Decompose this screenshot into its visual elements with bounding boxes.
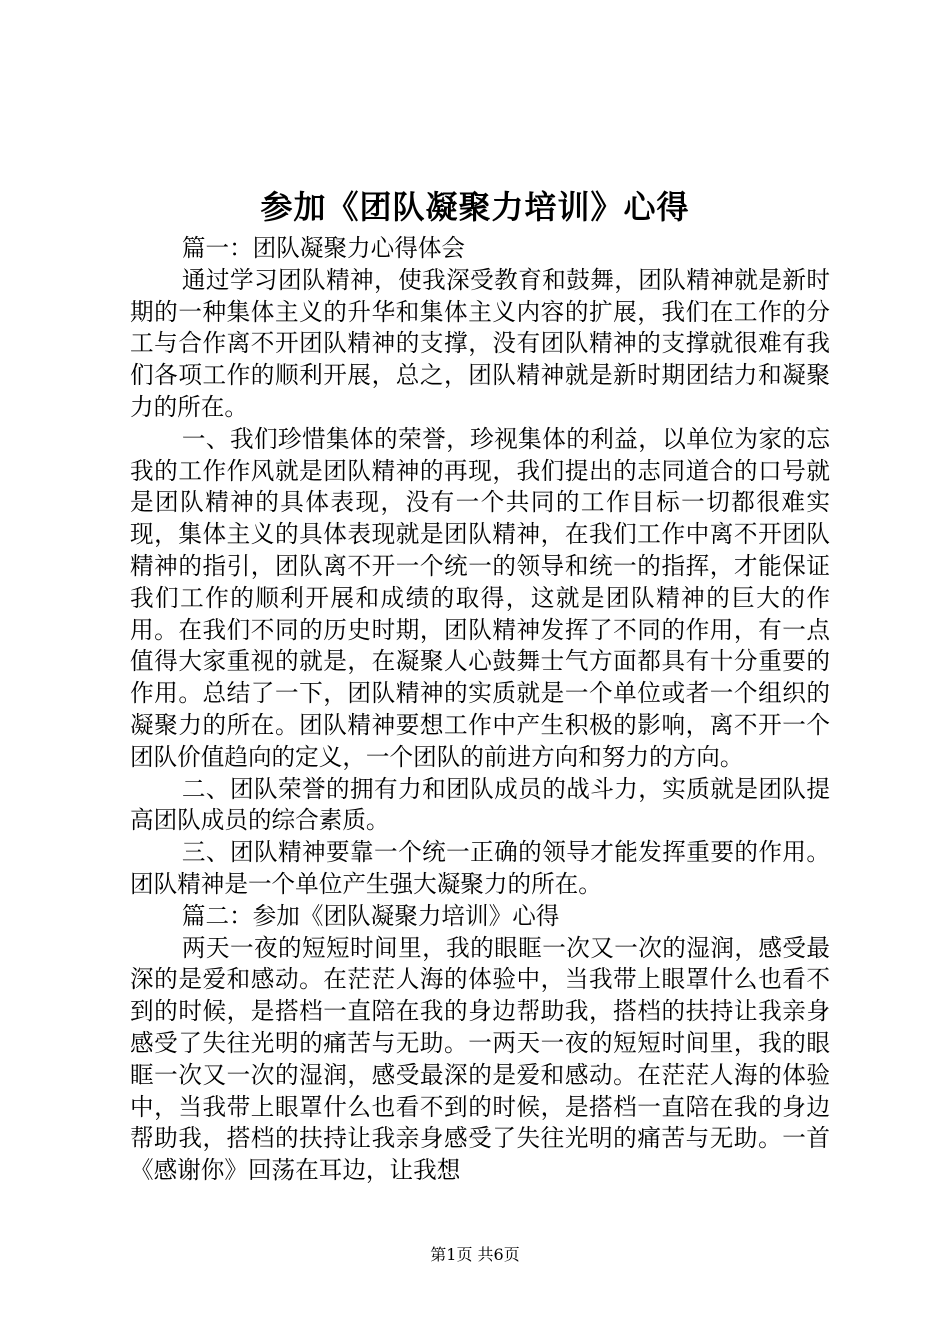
paragraph: 三、团队精神要靠一个统一正确的领导才能发挥重要的作用。团队精神是一个单位产生强大凝聚力的所在。 [130,838,830,898]
paragraph: 一、我们珍惜集体的荣誉，珍视集体的利益，以单位为家的忘我的工作作风就是团队精神的再现，我们提出的志同道合的口号就是团队精神的具体表现，没有一个共同的工作目标一切都很难实现，集体主义的具体表现就是团队精神，在我们工作中离不开团队精神的指引，团队离不开一个统一的领导和统一的指挥，才能保证我们工作的顺利开展和成绩的取得，这就是团队精神的巨大的作用。在我们不同的历史时期，团队精神发挥了不同的作用，有一点值得大家重视的就是，在凝聚人心鼓舞士气方面都具有十分重要的作用。总结了一下，团队精神的实质就是一个单位或者一个组织的凝聚力的所在。团队精神要想工作中产生积极的影响，离不开一个团队价值趋向的定义，一个团队的前进方向和努力的方向。 [130,424,830,771]
section-heading-1: 篇一：团队凝聚力心得体会 [181,234,466,262]
document-title: 参加《团队凝聚力培训》心得 [260,188,690,226]
section-heading-2: 篇二：参加《团队凝聚力培训》心得 [181,901,560,930]
document-body [130,233,830,1187]
paragraph: 通过学习团队精神，使我深受教育和鼓舞，团队精神就是新时期的一种集体主义的升华和集体主义内容的扩展，我们在工作的分工与合作离不开团队精神的支撑，没有团队精神的支撑就很难有我们各项工作的顺利开展，总之，团队精神就是新时期团结力和凝聚力的所在。 [130,265,830,421]
paragraph: 二、团队荣誉的拥有力和团队成员的战斗力，实质就是团队提高团队成员的综合素质。 [130,774,830,835]
paragraph: 两天一夜的短短时间里，我的眼眶一次又一次的湿润，感受最深的是爱和感动。在茫茫人海的体验中，当我带上眼罩什么也看不到的时候，是搭档一直陪在我的身边帮助我，搭档的扶持让我亲身感受了失往光明的痛苦与无助。一两天一夜的短短时间里，我的眼眶一次又一次的湿润，感受最深的是爱和感动。在茫茫人海的体验中，当我带上眼罩什么也看不到的时候，是搭档一直陪在我的身边帮助我，搭档的扶持让我亲身感受了失往光明的痛苦与无助。一首《感谢你》回荡在耳边，让我想 [130,933,830,1185]
page-number-footer: 第1页 共6页 [430,1245,520,1264]
